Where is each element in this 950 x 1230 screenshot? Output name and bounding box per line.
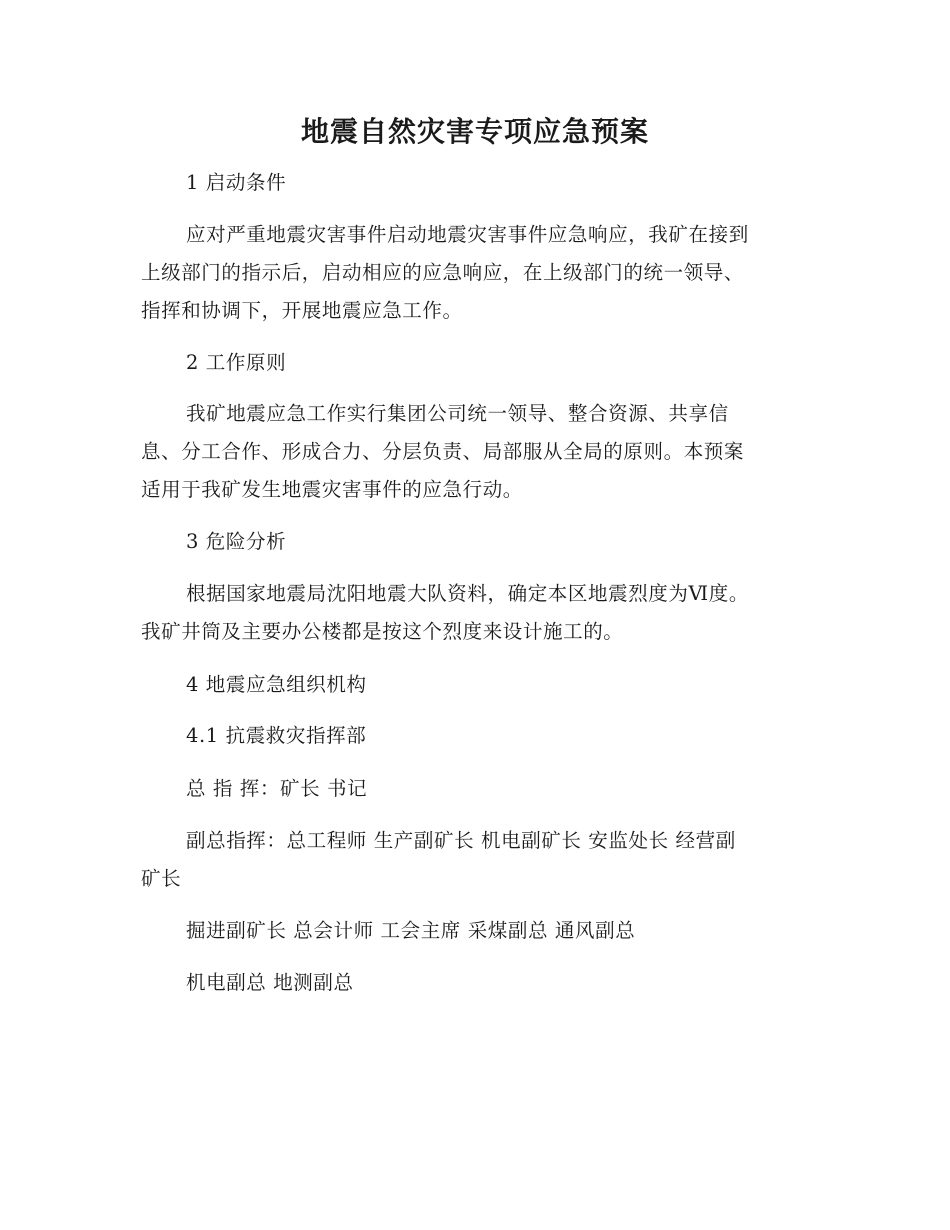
paragraph-line: 指挥和协调下，开展地震应急工作。: [141, 299, 463, 322]
section-3-paragraph: [141, 575, 801, 651]
section-2-heading: 2 工作原则: [186, 351, 287, 374]
section-3-heading: 3 危险分析: [186, 530, 287, 553]
paragraph-line: 根据国家地震局沈阳地震大队资料，确定本区地震烈度为Ⅵ度。: [186, 582, 749, 605]
document-title: 地震自然灾害专项应急预案: [300, 115, 649, 148]
section-4-heading: 4 地震应急组织机构: [186, 673, 367, 696]
commander-line: 总 指 挥：矿长 书记: [186, 777, 368, 800]
paragraph-line: 矿长: [141, 867, 182, 890]
paragraph-line: 适用于我矿发生地震灾害事件的应急行动。: [141, 478, 523, 501]
members-line-1: 掘进副矿长 总会计师 工会主席 采煤副总 通风副总: [186, 919, 636, 942]
paragraph-line: 我矿井筒及主要办公楼都是按这个烈度来设计施工的。: [141, 620, 624, 643]
section-4-1-heading: 4.1 抗震救灾指挥部: [186, 724, 367, 747]
section-2-paragraph: [141, 395, 801, 509]
members-line-2: 机电副总 地测副总: [186, 971, 354, 994]
paragraph-line: 息、分工合作、形成合力、分层负责、局部服从全局的原则。本预案: [141, 440, 745, 463]
section-1-heading: 1 启动条件: [186, 171, 287, 194]
deputy-commander-paragraph: [141, 822, 801, 898]
paragraph-line: 上级部门的指示后，启动相应的应急响应，在上级部门的统一领导、: [141, 261, 745, 284]
section-1-paragraph: [141, 216, 801, 330]
paragraph-line: 我矿地震应急工作实行集团公司统一领导、整合资源、共享信: [186, 402, 729, 425]
paragraph-line: 副总指挥：总工程师 生产副矿长 机电副矿长 安监处长 经营副: [186, 829, 736, 852]
paragraph-line: 应对严重地震灾害事件启动地震灾害事件应急响应，我矿在接到: [186, 223, 749, 246]
